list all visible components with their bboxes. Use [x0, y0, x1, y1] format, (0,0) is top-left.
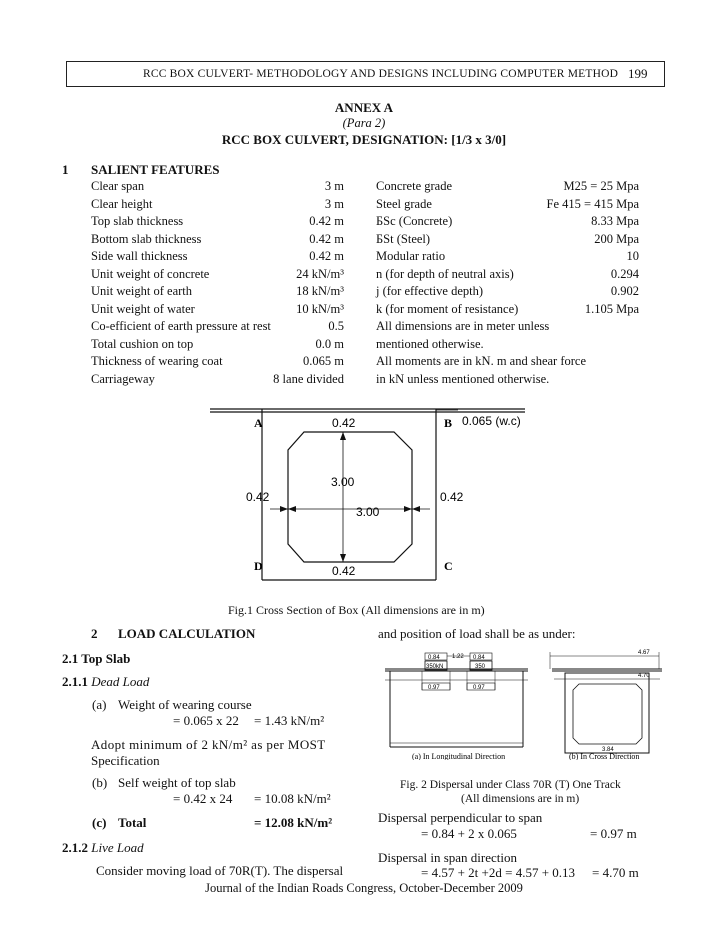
dispersal-figure — [380, 642, 680, 760]
feature-row — [91, 318, 344, 336]
feature-label: All dimensions are in meter unless — [376, 319, 550, 333]
subsection-top-slab: 2.1 Top Slab — [62, 651, 131, 666]
section-number: 1 — [62, 162, 69, 177]
journal-footer: Journal of the Indian Roads Congress, October-December 2009 — [205, 881, 523, 895]
left-wall-dim: 0.42 — [246, 490, 270, 504]
feature-row — [376, 231, 639, 249]
feature-value: Fe 415 = 415 Mpa — [546, 196, 639, 211]
feature-label: j (for effective depth) — [376, 284, 484, 298]
live-load-text: Consider moving load of 70R(T). The dispersal — [96, 863, 344, 878]
feature-row — [376, 213, 639, 231]
running-header-title: RCC BOX CULVERT- METHODOLOGY AND DESIGNS INCLUDING COMPUTER METHOD — [143, 68, 619, 80]
corner-label-c: C — [444, 559, 453, 573]
annex-title: ANNEX A — [334, 100, 394, 115]
feature-row — [91, 266, 344, 284]
section2-title: LOAD CALCULATION — [118, 626, 256, 641]
feature-value: 10 kN/m³ — [296, 301, 344, 316]
feature-label: Concrete grade — [376, 179, 453, 193]
adopt-text-line1: Adopt minimum of 2 kN/m² as per MOST — [91, 737, 326, 752]
corner-label-b: B — [444, 416, 453, 430]
wearing-coat-dim: 0.065 (w.c) — [462, 414, 521, 428]
feature-label: Modular ratio — [376, 249, 446, 263]
item-b-calc: = 0.42 x 24 — [173, 791, 233, 806]
dim-084-left: 0.84 — [428, 655, 440, 661]
item-c-result: = 12.08 kN/m² — [254, 815, 333, 830]
feature-label: Carriageway — [91, 371, 155, 386]
feature-label: Unit weight of water — [91, 301, 195, 316]
feature-row — [91, 178, 344, 196]
item-a-calc: = 0.065 x 22 — [173, 713, 239, 728]
dim-084-right: 0.84 — [473, 655, 485, 661]
dim-097-left: 0.97 — [428, 685, 440, 691]
feature-value: 10 — [626, 249, 639, 263]
section2-number: 2 — [91, 626, 98, 641]
feature-label: Thickness of wearing coat — [91, 354, 223, 368]
feature-label: k (for moment of resistance) — [376, 301, 519, 316]
dim-122: 1.22 — [452, 654, 464, 660]
feature-value: 3 m — [324, 196, 344, 211]
feature-label: Unit weight of concrete — [91, 266, 210, 281]
dim-470: 4.70 — [638, 673, 650, 679]
feature-value: 24 kN/m³ — [296, 266, 344, 281]
feature-value: M25 = 25 Mpa — [563, 179, 639, 193]
fig2-subcaption-a: (a) In Longitudinal Direction — [412, 752, 506, 760]
box-cross-section-figure — [200, 400, 530, 600]
feature-label: Clear span — [91, 179, 145, 193]
feature-label: n (for depth of neutral axis) — [376, 266, 514, 281]
feature-row — [376, 336, 639, 354]
dead-load-title: Dead Load — [91, 674, 150, 689]
item-b-result: = 10.08 kN/m² — [254, 791, 331, 806]
section-title: SALIENT FEATURES — [91, 162, 220, 177]
feature-row — [376, 371, 639, 389]
dispersal-perpendicular-calc: = 0.84 + 2 x 0.065 — [421, 826, 517, 841]
bottom-slab-dim: 0.42 — [332, 564, 356, 578]
feature-row — [376, 266, 639, 284]
feature-label: All moments are in kN. m and shear force — [376, 354, 587, 368]
live-load-number: 2.1.2 — [62, 840, 88, 855]
feature-row — [376, 248, 639, 266]
feature-label: Total cushion on top — [91, 336, 194, 351]
item-b-label: (b) — [92, 775, 108, 790]
dispersal-perpendicular-result: = 0.97 m — [590, 826, 637, 841]
clear-height-dim: 3.00 — [331, 475, 355, 489]
dispersal-span-title: Dispersal in span direction — [378, 850, 517, 865]
feature-label: БSt (Steel) — [376, 231, 431, 246]
dim-467: 4.67 — [638, 650, 650, 656]
figure2-caption-line1: Fig. 2 Dispersal under Class 70R (T) One Track — [400, 779, 621, 791]
feature-value: 3 m — [324, 179, 344, 193]
feature-label: Bottom slab thickness — [91, 231, 202, 246]
feature-row — [91, 371, 344, 389]
live-load-title: Live Load — [91, 840, 144, 855]
features-right-table — [376, 178, 639, 388]
figure2-caption-line2: (All dimensions are in m) — [461, 793, 580, 805]
feature-value: 0.0 m — [315, 336, 344, 351]
dispersal-span-result: = 4.70 m — [592, 865, 639, 880]
feature-row — [91, 231, 344, 249]
wheel-load-1: 350kN — [426, 664, 444, 670]
top-slab-dim: 0.42 — [332, 416, 356, 430]
item-b-text: Self weight of top slab — [118, 775, 236, 790]
right-wall-dim: 0.42 — [440, 490, 464, 504]
item-a-label: (a) — [92, 697, 107, 712]
box-designation: RCC BOX CULVERT, DESIGNATION: [1/3 x 3/0] — [221, 132, 507, 147]
feature-value: 0.42 m — [309, 231, 344, 246]
feature-row — [376, 353, 639, 371]
item-a-result: = 1.43 kN/m² — [254, 713, 325, 728]
page-number: 199 — [628, 66, 648, 81]
feature-row — [91, 283, 344, 301]
feature-value: 1.105 Mpa — [584, 301, 639, 316]
adopt-text-line2: Specification — [91, 753, 160, 768]
feature-value: 0.42 m — [309, 249, 344, 263]
figure1-caption: Fig.1 Cross Section of Box (All dimensions are in m) — [228, 603, 485, 617]
feature-row — [91, 301, 344, 319]
annex-para: (Para 2) — [342, 116, 386, 130]
dispersal-span-calc: = 4.57 + 2t +2d = 4.57 + 0.13 — [421, 865, 576, 880]
feature-label: mentioned otherwise. — [376, 336, 484, 351]
wheel-load-2: 350 — [475, 664, 486, 670]
corner-label-a: A — [254, 416, 263, 430]
feature-row — [376, 196, 639, 214]
feature-row — [91, 196, 344, 214]
feature-row — [91, 213, 344, 231]
item-c-label: (c) — [92, 815, 107, 830]
feature-value: 200 Mpa — [594, 231, 639, 246]
feature-row — [91, 353, 344, 371]
dim-097-right: 0.97 — [473, 685, 485, 691]
dim-384: 3.84 — [602, 747, 614, 753]
item-c-text: Total — [118, 815, 147, 830]
feature-row — [91, 336, 344, 354]
feature-label: Co-efficient of earth pressure at rest — [91, 319, 271, 333]
feature-label: БSc (Concrete) — [376, 214, 453, 228]
feature-value: 18 kN/m³ — [296, 284, 344, 298]
feature-value: 0.902 — [610, 284, 639, 298]
feature-label: Clear height — [91, 196, 153, 211]
features-left-table — [91, 178, 344, 388]
feature-label: Unit weight of earth — [91, 284, 193, 298]
feature-value: 0.294 — [610, 266, 639, 281]
feature-row — [376, 301, 639, 319]
feature-row — [376, 178, 639, 196]
corner-label-d: D — [254, 559, 263, 573]
feature-label: Steel grade — [376, 196, 432, 211]
clear-span-dim: 3.00 — [356, 505, 380, 519]
feature-label: Side wall thickness — [91, 249, 188, 263]
item-a-text: Weight of wearing course — [118, 697, 252, 712]
feature-value: 8 lane divided — [273, 371, 344, 386]
dead-load-number: 2.1.1 — [62, 674, 88, 689]
feature-row — [91, 248, 344, 266]
feature-row — [376, 318, 639, 336]
feature-value: 8.33 Mpa — [591, 214, 639, 228]
dispersal-intro: and position of load shall be as under: — [378, 626, 576, 641]
fig2-subcaption-b: (b) In Cross Direction — [569, 752, 640, 760]
feature-value: 0.42 m — [309, 214, 344, 228]
feature-row — [376, 283, 639, 301]
feature-value: 0.065 m — [303, 354, 344, 368]
subsection-dead-load — [62, 674, 149, 690]
subsection-live-load — [62, 840, 144, 856]
dispersal-perpendicular-title: Dispersal perpendicular to span — [378, 810, 543, 825]
feature-value: 0.5 — [328, 319, 344, 333]
feature-label: in kN unless mentioned otherwise. — [376, 371, 550, 386]
feature-label: Top slab thickness — [91, 214, 184, 228]
